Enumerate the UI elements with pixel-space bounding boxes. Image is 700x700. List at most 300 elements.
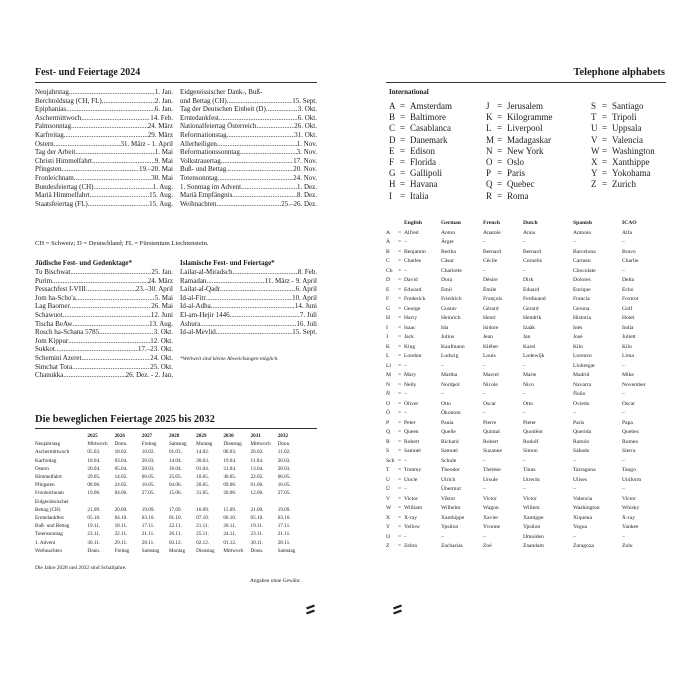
- intl-word: Madagaskar: [507, 134, 551, 145]
- table-cell: 30.11.: [250, 539, 264, 546]
- item-date: 26. Mai: [151, 302, 173, 311]
- table-cell: Pierre: [483, 419, 497, 426]
- row-letter: Ä: [386, 239, 391, 245]
- table-cell: 06.03.: [223, 449, 237, 456]
- list-item: [180, 174, 317, 183]
- table-row: [386, 324, 662, 334]
- item-date: 15. Sept.: [292, 96, 317, 105]
- item-date: 1. Jan.: [154, 88, 173, 96]
- table-row: [386, 229, 662, 239]
- table-cell: [115, 498, 142, 506]
- table-cell: Victor: [404, 495, 418, 502]
- table-cell: Alfred: [404, 229, 419, 236]
- leader-dots: [71, 122, 148, 131]
- leader-dots: [227, 97, 293, 106]
- table-cell: Bernard: [483, 248, 502, 255]
- table-cell: –: [404, 457, 407, 464]
- table-cell: –: [622, 362, 625, 369]
- item-name: Id-al-Adha: [180, 302, 211, 311]
- row-letter: F: [386, 296, 390, 302]
- list-item: [35, 191, 173, 200]
- equals-sign: =: [398, 429, 402, 435]
- intl-word: Xanthippe: [612, 157, 650, 168]
- table-cell: 28.11.: [141, 539, 155, 546]
- language-header: Spanish: [573, 220, 592, 226]
- list-item: [35, 105, 173, 114]
- table-cell: Hotel: [622, 315, 635, 321]
- table-cell: Jean: [483, 334, 493, 340]
- list-item: [180, 105, 317, 114]
- table-cell: –: [573, 533, 576, 540]
- table-cell: Nicole: [483, 381, 498, 388]
- equals-sign: =: [398, 315, 402, 321]
- table-cell: 05.10.: [87, 515, 101, 522]
- list-item: [35, 311, 173, 320]
- year-header: 2025: [87, 433, 98, 439]
- table-cell: 19.06.: [87, 490, 101, 497]
- equals-sign: =: [398, 514, 402, 521]
- intl-letter: K: [486, 112, 493, 123]
- intl-item: [389, 101, 452, 112]
- table-cell: Mittwoch: [250, 441, 271, 448]
- table-cell: Emil: [441, 286, 452, 293]
- table-cell: –: [523, 410, 526, 416]
- intl-word: Oslo: [507, 157, 525, 168]
- table-row: [386, 523, 662, 533]
- language-header: German: [441, 220, 461, 226]
- table-cell: Hendrik: [523, 315, 542, 321]
- item-name: Reformationssonntag: [180, 148, 240, 157]
- leader-dots: [206, 277, 264, 286]
- table-cell: Otto: [523, 400, 533, 407]
- language-header: ICAO: [622, 220, 637, 226]
- intl-item: [389, 146, 452, 157]
- intl-letter: B: [389, 112, 396, 123]
- table-cell: 04.10.: [114, 515, 128, 522]
- table-cell: Lodewijk: [523, 353, 545, 359]
- item-date: 12. Juni: [150, 310, 173, 319]
- table-cell: 10.05.: [196, 474, 210, 481]
- table-cell: Uncle: [404, 476, 418, 483]
- table-cell: Marcel: [483, 372, 499, 378]
- header-cell: [35, 432, 87, 440]
- table-cell: Historia: [573, 315, 592, 321]
- table-cell: 26.02.: [250, 449, 264, 456]
- table-cell: Ypsilon: [523, 524, 541, 530]
- table-cell: 05.03.: [87, 449, 101, 456]
- table-row: [35, 506, 305, 514]
- disclaimer: Angaben ohne Gewähr.: [250, 578, 301, 584]
- table-cell: 17.11.: [277, 523, 291, 530]
- movable-title: Die beweglichen Feiertage 2025 bis 2032: [35, 414, 215, 425]
- equals-sign: =: [398, 343, 402, 350]
- table-cell: 21.11.: [277, 531, 291, 538]
- list-item: [35, 97, 173, 106]
- list-item: [180, 88, 317, 97]
- table-cell: Whisky: [622, 505, 640, 511]
- table-row: [386, 238, 662, 248]
- item-name: Weihnachten: [180, 199, 217, 208]
- leader-dots: [76, 294, 155, 303]
- table-cell: –: [483, 410, 486, 416]
- intl-item: [486, 112, 553, 123]
- item-date: 9. Mai: [154, 156, 173, 165]
- equals-sign: =: [398, 353, 402, 359]
- equals-sign: =: [497, 157, 503, 168]
- intl-word: Uppsala: [612, 123, 642, 134]
- equals-sign: =: [497, 123, 503, 134]
- table-cell: Thérèse: [483, 467, 501, 473]
- intl-item: [486, 101, 553, 112]
- item-name: Mariä Empfängnis: [180, 191, 233, 200]
- intl-item: [389, 191, 452, 202]
- language-header: English: [404, 220, 423, 226]
- table-cell: Zaragoza: [573, 543, 594, 549]
- table-cell: Oscar: [622, 400, 636, 407]
- table-cell: Madrid: [573, 372, 590, 378]
- item-name: Ashura: [180, 319, 201, 328]
- islamic-list: [180, 268, 317, 337]
- leader-dots: [66, 105, 155, 114]
- table-cell: November: [622, 381, 646, 388]
- equals-sign: =: [398, 248, 402, 255]
- table-cell: 01.04.: [196, 465, 210, 472]
- item-name: Neujahrstag: [35, 88, 69, 96]
- table-cell: 14.02.: [196, 449, 210, 456]
- equals-sign: =: [398, 362, 402, 369]
- equals-sign: =: [602, 134, 608, 145]
- item-date: 10. April: [292, 293, 317, 302]
- table-cell: Anton: [441, 229, 455, 236]
- table-cell: Simon: [523, 448, 538, 454]
- item-name: Erntedankfest: [180, 113, 219, 122]
- table-cell: –: [523, 486, 526, 492]
- table-cell: 30.03.: [196, 457, 210, 464]
- table-row: [35, 530, 305, 538]
- leader-dots: [200, 320, 296, 329]
- table-row: [35, 465, 305, 473]
- leader-dots: [70, 302, 151, 311]
- table-row: [386, 428, 662, 438]
- list-item: [180, 165, 317, 174]
- intl-letter: Y: [591, 168, 598, 179]
- table-cell: India: [622, 324, 634, 331]
- table-cell: 20.06.: [223, 490, 237, 497]
- table-cell: 16.04.: [168, 465, 182, 472]
- table-cell: Yankee: [622, 524, 639, 530]
- table-cell: Charles: [404, 258, 422, 264]
- table-cell: Bertha: [441, 248, 456, 255]
- table-cell: Pieter: [523, 419, 537, 426]
- leader-dots: [63, 371, 125, 380]
- table-row: [386, 333, 662, 343]
- table-cell: 18.02.: [114, 449, 128, 456]
- row-letter: Sch: [386, 457, 395, 464]
- equals-sign: =: [398, 229, 402, 236]
- item-name: Fronleichnam: [35, 173, 74, 182]
- intl-letter: T: [591, 112, 597, 123]
- table-cell: Donn.: [250, 547, 264, 554]
- intl-word: New York: [507, 145, 544, 156]
- table-row: [35, 448, 305, 456]
- table-cell: X-ray: [622, 514, 636, 521]
- table-row: [386, 381, 662, 391]
- intl-item: [389, 157, 452, 168]
- year-header: 2029: [196, 433, 207, 439]
- list-item: [180, 183, 317, 192]
- intl-letter: L: [486, 123, 492, 134]
- table-cell: Cécile: [483, 258, 498, 264]
- equals-sign: =: [398, 476, 402, 483]
- intl-word: Paris: [507, 168, 525, 179]
- leader-dots: [55, 345, 138, 354]
- table-cell: Henri: [483, 315, 496, 321]
- table-cell: –: [404, 362, 407, 369]
- intl-word: Valencia: [612, 134, 643, 145]
- jewish-list: [35, 268, 173, 380]
- list-item: [35, 148, 173, 157]
- item-date: 25. Jan.: [151, 268, 173, 276]
- row-letter: IJ: [386, 533, 391, 540]
- row-label: Erntedankfest: [35, 515, 64, 522]
- table-cell: –: [441, 533, 444, 540]
- equals-sign: =: [400, 168, 406, 179]
- table-cell: Anatole: [483, 229, 501, 236]
- table-cell: Friedrich: [441, 296, 462, 302]
- table-cell: Richard: [441, 438, 459, 445]
- islamic-note: *Weltweit sind kleine Abweichungen möglich.: [180, 356, 279, 362]
- table-cell: Zacharias: [441, 543, 463, 549]
- row-letter: O: [386, 400, 391, 407]
- table-row: [386, 533, 662, 543]
- table-cell: 11.02.: [277, 449, 291, 456]
- table-cell: 23.11.: [250, 531, 264, 538]
- table-cell: –: [622, 486, 625, 492]
- table-cell: Yellow: [404, 524, 420, 530]
- table-cell: Donn.: [87, 547, 101, 554]
- equals-sign: =: [398, 543, 402, 549]
- table-cell: Otto: [441, 400, 451, 407]
- row-letter: Q: [386, 429, 391, 435]
- list-item: [180, 131, 317, 140]
- table-cell: Victor: [622, 495, 636, 502]
- table-row: [386, 400, 662, 410]
- equals-sign: =: [398, 334, 402, 340]
- table-cell: Ypsilon: [441, 524, 459, 530]
- holiday-list-1: [35, 88, 173, 208]
- table-cell: Ludwig: [441, 353, 459, 359]
- row-letter: L: [386, 353, 390, 359]
- leader-dots: [99, 328, 154, 337]
- table-cell: 21.09.: [87, 506, 101, 513]
- item-date: 3. Okt.: [153, 328, 173, 337]
- table-cell: Golf: [622, 305, 633, 312]
- table-cell: 17.09.: [168, 506, 182, 513]
- row-label: Neujahrstag: [35, 441, 61, 448]
- list-item: [180, 157, 317, 166]
- table-cell: Harry: [404, 315, 418, 321]
- table-cell: Zoé: [483, 543, 492, 549]
- leader-dots: [81, 114, 150, 123]
- table-cell: Samuel: [404, 448, 421, 454]
- table-cell: Dirk: [523, 277, 534, 283]
- leader-dots: [230, 311, 300, 320]
- item-name: Karfreitag: [35, 130, 64, 139]
- list-item: [35, 354, 173, 363]
- table-cell: Ulrich: [441, 476, 456, 483]
- row-letter: M: [386, 372, 391, 378]
- table-cell: Ärger: [441, 239, 454, 245]
- table-row: [35, 547, 305, 555]
- equals-sign: =: [398, 533, 402, 540]
- table-cell: 12.06.: [250, 490, 264, 497]
- table-cell: 01.03.: [168, 449, 182, 456]
- item-name: Staatsfeiertag (FL): [35, 199, 88, 208]
- item-date: 6. Okt.: [297, 113, 317, 122]
- table-cell: Papa: [622, 419, 633, 426]
- holiday-list-2: [180, 88, 317, 208]
- table-cell: 15.09.: [223, 506, 237, 513]
- table-cell: 19.09.: [277, 506, 291, 513]
- intl-letter: R: [486, 190, 493, 201]
- intl-word: Havana: [410, 179, 438, 190]
- table-cell: 26.11.: [168, 531, 182, 538]
- table-cell: Übermut: [441, 486, 461, 492]
- row-letter: U: [386, 476, 391, 483]
- intl-item: [389, 135, 452, 146]
- row-label: Himmelfahrt: [35, 474, 62, 481]
- table-cell: Dienstag: [196, 547, 215, 554]
- table-cell: –: [622, 267, 625, 274]
- table-row: [386, 457, 662, 467]
- table-cell: Samstag: [277, 547, 296, 554]
- table-cell: 25.05.: [168, 474, 182, 481]
- intl-word: Liverpool: [507, 123, 543, 134]
- list-item: [35, 345, 173, 354]
- intl-word: Yokohama: [612, 168, 651, 179]
- year-header: 2027: [141, 433, 153, 439]
- table-cell: Tinus: [523, 467, 536, 473]
- intl-letter: U: [591, 123, 598, 134]
- row-letter: G: [386, 305, 391, 312]
- item-name: Pessachfest I-VIII: [35, 285, 86, 294]
- intl-letter: F: [389, 157, 395, 168]
- telephone-rule: [386, 82, 666, 83]
- table-cell: –: [573, 486, 576, 492]
- table-cell: Benjamin: [404, 248, 426, 255]
- row-letter: A: [386, 229, 391, 236]
- intl-word: Tripoli: [612, 112, 637, 123]
- leader-dots: [232, 191, 297, 200]
- equals-sign: =: [398, 239, 402, 245]
- row-letter: P: [386, 419, 390, 426]
- item-name: Lailat-al-Miradsch: [180, 268, 233, 276]
- table-cell: Cornelis: [523, 258, 542, 264]
- table-cell: Samstag: [168, 441, 187, 448]
- table-header-row: [35, 432, 305, 440]
- row-letter: H: [386, 315, 391, 321]
- intl-letter: Q: [486, 179, 493, 190]
- intl-word: Santiago: [612, 101, 644, 111]
- leader-dots: [86, 285, 136, 294]
- table-cell: Charlotte: [441, 267, 462, 274]
- equals-sign: =: [398, 372, 402, 378]
- equals-sign: =: [497, 145, 503, 156]
- table-row: [35, 489, 305, 497]
- table-cell: Oviedo: [573, 400, 590, 407]
- year-header: 2032: [277, 433, 289, 439]
- right-page: [350, 0, 700, 700]
- row-letter: Ñ: [386, 391, 391, 397]
- table-cell: 05.04.: [114, 465, 128, 472]
- item-name: Nationalfeiertag Österreich: [180, 122, 257, 131]
- row-letter: D: [386, 277, 391, 283]
- header-cell: [386, 219, 398, 229]
- intl-word: Casablanca: [410, 123, 451, 134]
- table-cell: Zebra: [404, 543, 418, 549]
- equals-sign: =: [398, 286, 402, 293]
- item-name: Schemini Azeret: [35, 353, 82, 362]
- intl-item: [486, 179, 553, 190]
- table-cell: Kilo: [622, 343, 632, 350]
- table-cell: Peter: [404, 419, 416, 426]
- table-cell: Antonio: [573, 229, 592, 236]
- intl-letter: V: [591, 134, 598, 145]
- table-cell: Mittwoch: [223, 547, 244, 554]
- equals-sign: =: [398, 505, 402, 511]
- row-letter: B: [386, 248, 390, 255]
- table-cell: 26.03.: [277, 457, 291, 464]
- intl-letter: O: [486, 157, 493, 168]
- table-cell: 29.05.: [87, 474, 101, 481]
- leap-note: Die Jahre 2028 und 2032 sind Schaltjahre.: [35, 565, 127, 571]
- intl-item: [591, 146, 655, 157]
- table-cell: Quotiënt: [523, 429, 543, 435]
- s-logo-icon: [304, 603, 317, 616]
- row-letter: Z: [386, 543, 390, 549]
- row-label: Eidgenössischer: [35, 498, 69, 505]
- table-cell: Désire: [483, 277, 498, 283]
- table-cell: 03.10.: [141, 515, 155, 522]
- year-header: 2031: [250, 433, 261, 439]
- item-name: Tu Bischwat: [35, 268, 71, 276]
- item-name: Id-al-Mevlid: [180, 328, 216, 337]
- table-cell: 16.09.: [196, 506, 210, 513]
- table-cell: Wagon: [483, 505, 499, 511]
- item-date: 16. Juli: [296, 319, 317, 328]
- list-item: [180, 148, 317, 157]
- item-date: 26. Dez. - 2. Jan.: [125, 371, 173, 380]
- leader-dots: [102, 97, 155, 106]
- s-logo-icon: [391, 603, 404, 616]
- intl-item: [591, 123, 655, 134]
- leader-dots: [241, 183, 297, 192]
- item-date: 12. Okt.: [150, 336, 173, 345]
- table-cell: 28.03.: [141, 465, 155, 472]
- item-date: 8. Dez.: [296, 191, 317, 200]
- item-name: Tischa BeAw: [35, 319, 73, 328]
- intl-item: [591, 112, 655, 123]
- table-cell: 24.05.: [114, 482, 128, 489]
- leader-dots: [75, 148, 154, 157]
- movable-table: [35, 432, 305, 555]
- list-item: [180, 268, 317, 277]
- table-cell: Robert: [483, 438, 499, 445]
- list-item: [35, 174, 173, 183]
- item-date: 25.–26. Dez.: [281, 199, 317, 208]
- leader-dots: [216, 200, 281, 209]
- item-date: 25. Okt.: [150, 362, 173, 371]
